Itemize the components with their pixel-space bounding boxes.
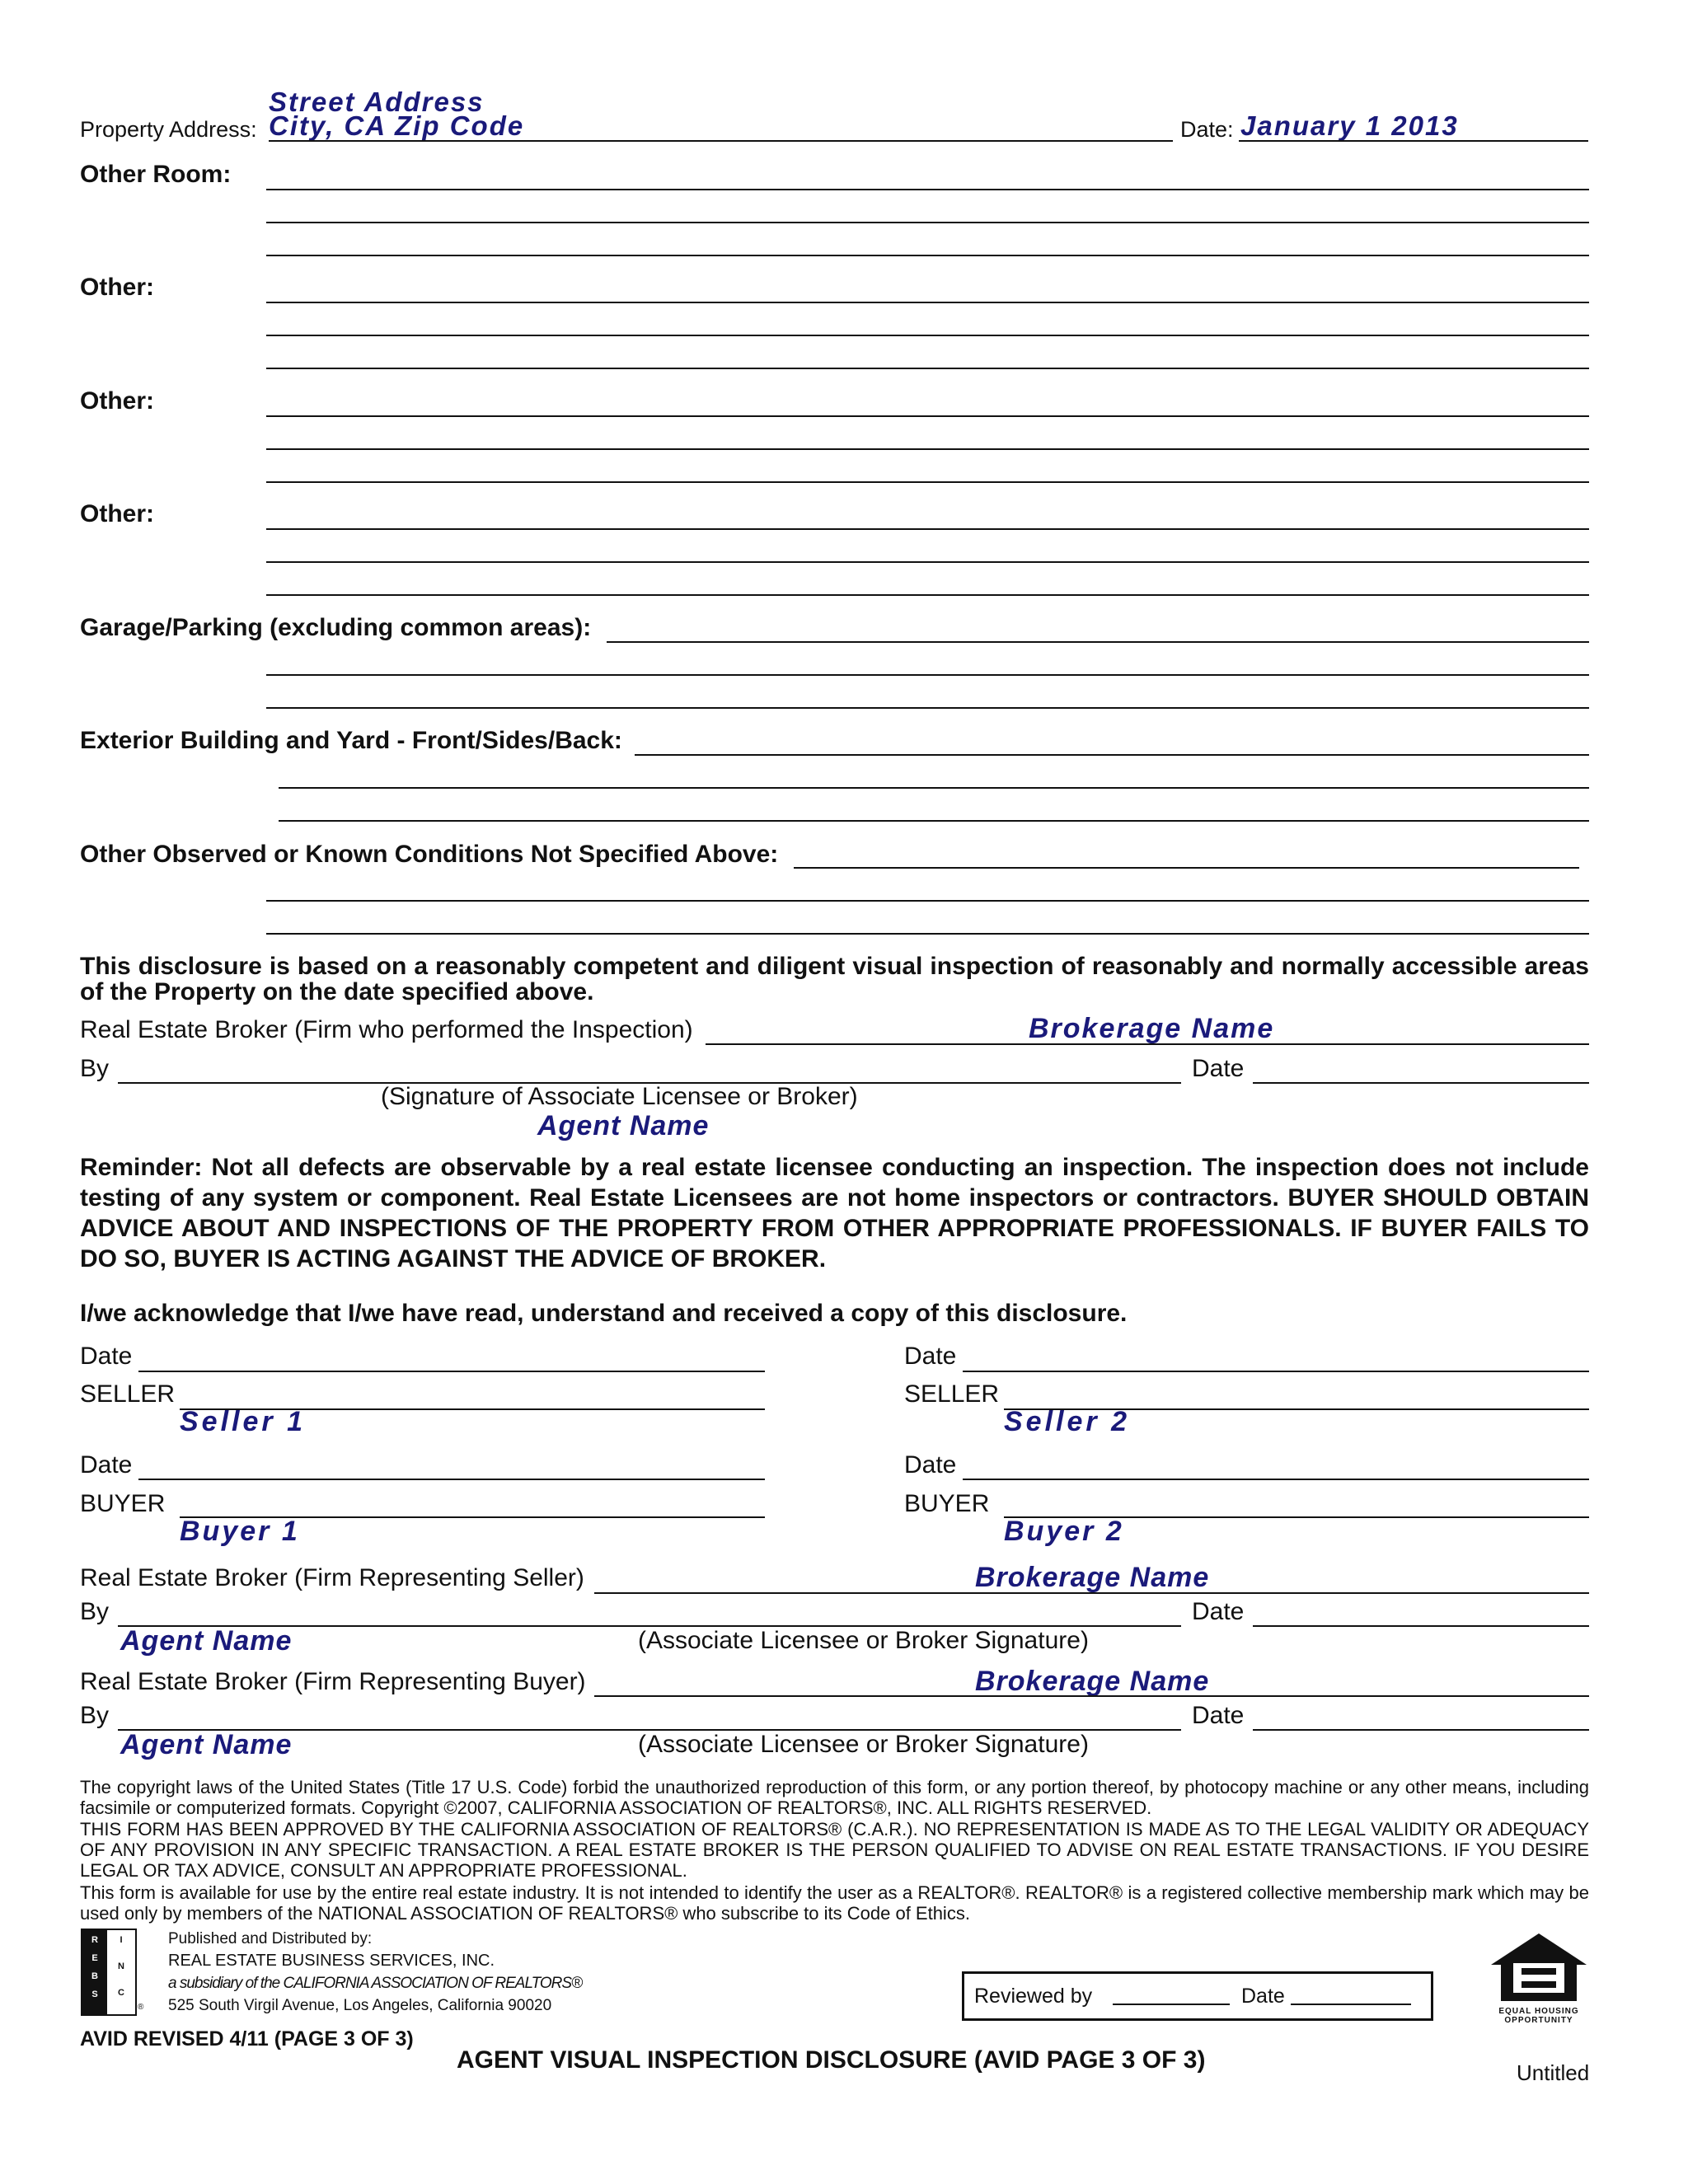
property-address-line [269,140,1173,142]
inspection-date-label: Date [1192,1055,1245,1082]
acknowledge-text: I/we acknowledge that I/we have read, understand and received a copy of this disclosure. [80,1300,1128,1327]
review-box [962,1971,1433,2021]
buyer-broker-label: Real Estate Broker (Firm Representing Buyer) [80,1668,586,1695]
other-3-line-3[interactable] [266,594,1589,596]
other-conditions-line-3[interactable] [266,933,1589,935]
reviewed-by-label: Reviewed by [974,1985,1093,2008]
date-label: Date: [1180,117,1234,142]
rebs-letter: N [118,1961,124,1971]
garage-line-3[interactable] [266,707,1589,709]
other-room-line-2[interactable] [266,222,1589,223]
untitled-label: Untitled [1517,2060,1590,2085]
form-title: AGENT VISUAL INSPECTION DISCLOSURE (AVID PAGE 3 OF 3) [457,2046,1206,2074]
garage-line-1[interactable] [607,641,1589,643]
other-1-line-3[interactable] [266,368,1589,369]
city-zip-value[interactable]: City, CA Zip Code [269,110,525,141]
buyer-1-label: BUYER [80,1490,166,1517]
revision-label: AVID REVISED 4/11 (PAGE 3 OF 3) [80,2027,414,2050]
rebs-letter: R [91,1935,98,1945]
seller-2-name[interactable]: Seller 2 [1004,1406,1130,1437]
seller-broker-label: Real Estate Broker (Firm Representing Seller) [80,1564,584,1591]
seller-broker-by-label: By [80,1598,110,1625]
other-2-line-2[interactable] [266,448,1589,450]
eho-line-1: EQUAL HOUSING [1498,2007,1579,2016]
exterior-line-1[interactable] [635,754,1589,756]
seller-broker-line [594,1592,1589,1594]
seller-broker-date-label: Date [1192,1598,1245,1625]
seller-brokerage-name[interactable]: Brokerage Name [975,1562,1210,1593]
publisher-line-2: REAL ESTATE BUSINESS SERVICES, INC. [168,1952,495,1970]
other-2-line-3[interactable] [266,481,1589,483]
buyer-broker-date-line[interactable] [1253,1729,1589,1731]
seller-agent-name[interactable]: Agent Name [120,1625,293,1657]
approval-notice: THIS FORM HAS BEEN APPROVED BY THE CALIFORNIA ASSOCIATION OF REALTORS® (C.A.R.). NO REPRESENTATION IS MADE AS TO THE LEGAL VALIDITY OR ADEQUACY OF ANY PROVISION IN ANY SPECIFIC TRANSACTION. A REAL ESTATE BROKER IS THE PERSON QUALIFIED TO ADVISE ON REAL ESTATE TRANSACTIONS. IF YOU DESIRE LEGAL OR TAX ADVICE, CONSULT AN APPROPRIATE PROFESSIONAL. [80,1819,1589,1881]
inspection-by-label: By [80,1055,110,1082]
equal-housing-logo [1489,1932,1589,2024]
buyer-2-name[interactable]: Buyer 2 [1004,1516,1124,1547]
inspection-signature-caption: (Signature of Associate Licensee or Broker) [381,1083,858,1110]
membership-notice: This form is available for use by the entire real estate industry. It is not intended to identify the user as a REALTOR®. REALTOR® is a registered collective membership mark which may be used only by members of the NATIONAL ASSOCIATION OF REALTORS® who subscribe to its Code of Ethics. [80,1882,1589,1924]
review-date-label: Date [1241,1985,1285,2008]
exterior-line-2[interactable] [279,787,1589,789]
exterior-line-3[interactable] [279,820,1589,822]
review-date-line[interactable] [1291,2004,1411,2005]
rebs-letter: I [120,1935,123,1945]
buyer-1-name[interactable]: Buyer 1 [180,1516,300,1547]
seller-2-date-label: Date [904,1343,957,1370]
seller-broker-signature-caption: (Associate Licensee or Broker Signature) [638,1627,1089,1654]
buyer-agent-name[interactable]: Agent Name [120,1729,293,1760]
other-3-line-1[interactable] [266,528,1589,530]
seller-2-label: SELLER [904,1380,1000,1408]
seller-1-date-line[interactable] [138,1371,765,1372]
other-1-line-2[interactable] [266,335,1589,336]
buyer-1-date-line[interactable] [138,1479,765,1480]
rebs-letter: B [91,1971,98,1981]
buyer-2-label: BUYER [904,1490,990,1517]
rebs-letter: S [91,1990,98,1999]
date-line [1239,140,1588,142]
rebs-letter: C [118,1988,124,1998]
publisher-line-3: a subsidiary of the CALIFORNIA ASSOCIATION OF REALTORS® [168,1975,583,1992]
other-conditions-line-1[interactable] [794,867,1579,869]
eho-line-2: OPPORTUNITY [1504,2016,1573,2025]
reviewed-by-line[interactable] [1113,2004,1230,2005]
buyer-brokerage-name[interactable]: Brokerage Name [975,1666,1210,1697]
other-3-label: Other: [80,500,154,527]
property-address-label: Property Address: [80,117,257,142]
seller-1-date-label: Date [80,1343,133,1370]
registered-mark-icon: ® [138,2003,144,2012]
reminder-text: Reminder: Not all defects are observable by a real estate licensee conducting an inspection. The inspection does not include testing of any system or component. Real Estate Licensees are not home inspectors or contractors. BUYER SHOULD OBTAIN ADVICE ABOUT AND INSPECTIONS OF THE PROPERTY FROM OTHER APPROPRIATE PROFESSIONALS. IF BUYER FAILS TO DO SO, BUYER IS ACTING AGAINST THE ADVICE OF BROKER. [80,1154,1589,1272]
other-3-line-2[interactable] [266,561,1589,563]
buyer-broker-line [594,1695,1589,1697]
buyer-broker-date-label: Date [1192,1702,1245,1729]
publisher-line-4: 525 South Virgil Avenue, Los Angeles, California 90020 [168,1997,552,2014]
seller-2-date-line[interactable] [963,1371,1589,1372]
other-room-line-3[interactable] [266,255,1589,256]
buyer-broker-signature-caption: (Associate Licensee or Broker Signature) [638,1731,1089,1758]
other-1-line-1[interactable] [266,302,1589,303]
other-2-line-1[interactable] [266,415,1589,417]
buyer-2-date-line[interactable] [963,1479,1589,1480]
rebs-logo [81,1929,137,2016]
buyer-broker-by-label: By [80,1702,110,1729]
other-room-label: Other Room: [80,161,232,188]
other-conditions-label: Other Observed or Known Conditions Not Specified Above: [80,841,779,868]
copyright-notice: The copyright laws of the United States (Title 17 U.S. Code) forbid the unauthorized reproduction of this form, or any portion thereof, by photocopy machine or any other means, including facsimile or computerized formats. Copyright ©2007, CALIFORNIA ASSOCIATION OF REALTORS®, INC. ALL RIGHTS RESERVED. [80,1777,1589,1818]
other-1-label: Other: [80,274,154,301]
publisher-line-1: Published and Distributed by: [168,1930,373,1947]
exterior-label: Exterior Building and Yard - Front/Sides/Back: [80,727,622,754]
date-value[interactable]: January 1 2013 [1240,110,1459,141]
inspection-broker-label: Real Estate Broker (Firm who performed the Inspection) [80,1016,693,1043]
garage-label: Garage/Parking (excluding common areas): [80,614,592,641]
seller-1-name[interactable]: Seller 1 [180,1406,306,1437]
other-conditions-line-2[interactable] [266,900,1589,902]
seller-broker-date-line[interactable] [1253,1625,1589,1627]
garage-line-2[interactable] [266,674,1589,676]
seller-1-label: SELLER [80,1380,176,1408]
buyer-2-date-label: Date [904,1451,957,1479]
equal-housing-icon [1489,1932,1589,2003]
buyer-1-date-label: Date [80,1451,133,1479]
disclosure-statement: This disclosure is based on a reasonably competent and diligent visual inspection of reasonably and normally accessible areas of the Property on the date specified above. [80,953,1589,1005]
rebs-letter: E [91,1953,98,1963]
inspection-date-line[interactable] [1253,1082,1589,1084]
other-room-line-1[interactable] [266,189,1589,190]
street-address-value[interactable]: Street Address [269,87,485,117]
inspection-broker-line [706,1043,1589,1045]
other-2-label: Other: [80,387,154,415]
inspection-agent-name[interactable]: Agent Name [537,1110,710,1141]
inspection-brokerage-name[interactable]: Brokerage Name [1029,1013,1275,1044]
